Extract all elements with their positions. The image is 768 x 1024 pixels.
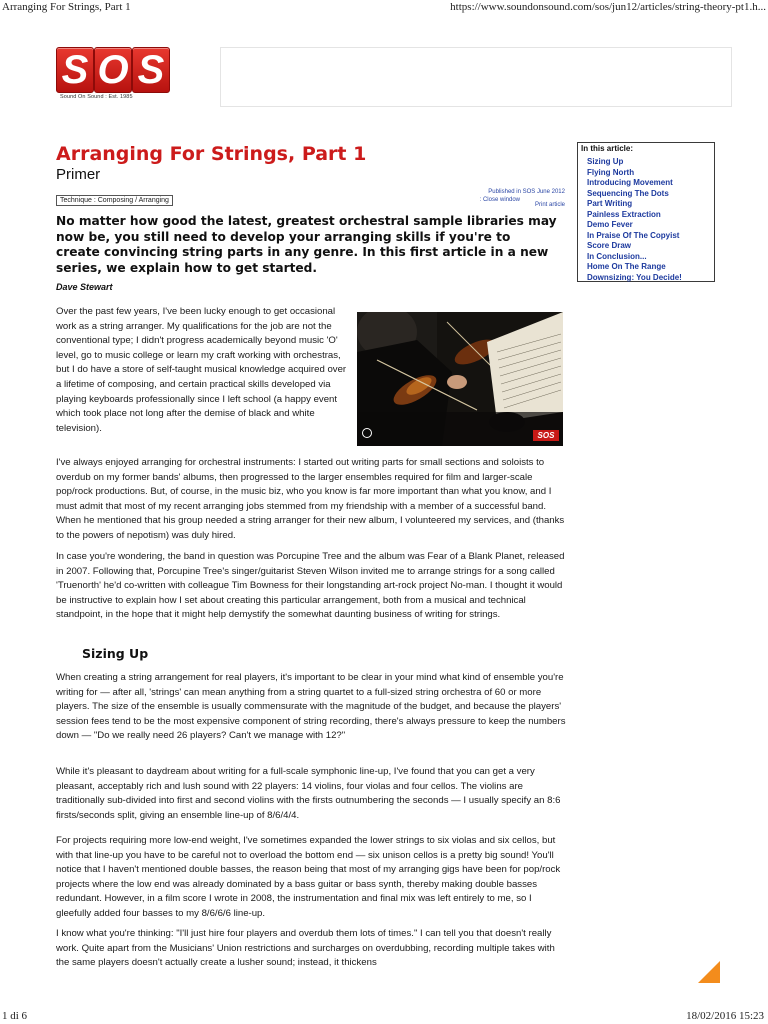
article-standfirst: No matter how good the latest, greatest orchestral sample libraries may now be, you still need to develop your arranging skills if you're to create convincing string parts in any genre. In this first article in a new series, we explain how to get started. [56, 214, 557, 275]
contents-link-score-draw[interactable]: Score Draw [587, 241, 632, 250]
article-photo-violinists[interactable] [357, 312, 563, 446]
article-paragraph: I've always enjoyed arranging for orchestral instruments: I started out writing parts for small sections and soloists to overdub on my former bands' albums, then progressed to the larger ensembles required for film and larger-scale pop/rock productions. But, of course, in the music biz, who you know is far more important than what you know, and I must admit that most of my recent arranging jobs stemmed from my friendship with a member of a successful band. When he mentioned that his group needed a string arranger for their new album, I volunteered my services, and (thanks to the powers of nepotism) was duly hired. [56, 457, 565, 541]
article-paragraph: When creating a string arrangement for real players, it's important to be clear in your mind what kind of ensemble you're writing for — after all, 'strings' can mean anything from a string quartet to a full-sized string orchestra of 60 or more players. The size of the ensemble is usually commensurate with the magnitude of the budget, and because the players' session fees tend to be the most expensive component of string recording, there's always pressure to keep the numbers down — "Do we really need 26 players? Can't we manage with 12?" [56, 672, 566, 742]
contents-link-demo-fever[interactable]: Demo Fever [587, 220, 633, 229]
article-author: Dave Stewart [56, 282, 113, 292]
page-corner-graphic [698, 961, 720, 983]
contents-link-home-on-the-range[interactable]: Home On The Range [587, 262, 666, 271]
logo-tagline: Sound On Sound : Est. 1985 [60, 94, 133, 100]
article-paragraph: I know what you're thinking: "I'll just hire four players and overdub them lots of times." I can tell you that doesn't really work. Quite apart from the Musicians' Union restrictions and surcharges on overdubbing, recording multiple takes with the same players doesn't actually create a lusher sound; instead, it thickens [56, 928, 555, 969]
contents-link-painless-extraction[interactable]: Painless Extraction [587, 209, 661, 219]
published-in-link[interactable]: Published in SOS June 2012 [488, 189, 565, 195]
article-contents-box [577, 142, 715, 282]
logo-letter: O [94, 47, 132, 93]
contents-link-flying-north[interactable]: Flying North [587, 167, 635, 177]
sos-logo[interactable] [56, 47, 170, 93]
contents-link-downsizing[interactable]: Downsizing: You Decide! [587, 272, 682, 282]
contents-link-part-writing[interactable]: Part Writing [587, 199, 633, 208]
article-subtitle: Primer [56, 166, 101, 183]
article-title: Arranging For Strings, Part 1 [56, 143, 367, 165]
print-page-url: https://www.soundonsound.com/sos/jun12/articles/string-theory-pt1.h... [450, 1, 766, 13]
contents-link-introducing-movement[interactable]: Introducing Movement [587, 178, 673, 187]
print-article-link[interactable]: Print article [534, 202, 565, 208]
close-window-link[interactable]: : Close window [479, 197, 520, 203]
contents-link-praise-of-the-copyist[interactable]: In Praise Of The Copyist [587, 230, 680, 240]
violinists-photo-illustration [357, 312, 563, 446]
print-page-number: 1 di 6 [2, 1010, 28, 1022]
section-heading-sizing-up: Sizing Up [82, 646, 149, 661]
banner-ad-placeholder [220, 47, 732, 107]
article-paragraph: For projects requiring more low-end weight, I've sometimes expanded the lower strings to six violas and six cellos, but with that line-up you have to be careful not to overload the bottom end — six unison cellos is a pretty big sound! You'll notice that I haven't mentioned double basses, the reason being that most of my arranging gigs have been for pop/rock projects where the low end was already dominated by a bass guitar or bass synth, thereby making double basses redundant. However, in a film score I wrote in 2008, the instrumentation and final mix was left entirely to me, so I gleefully added four basses to my 8/6/6/6 line-up. [56, 835, 561, 919]
contents-heading: In this article: [581, 144, 634, 153]
article-paragraph: Over the past few years, I've been lucky enough to get occasional work as a string arranger. My qualifications for the job are not the conventional type; I didn't progress academically beyond music 'O' level, go to music college or learn my craft working with orchestras, but I do have a store of self-taught musical knowledge acquired over a lifetime of composing, and certain practical skills developed via playing keyboards professionally since I left school (a happy event which took place not long after the demise of black and white television). [56, 306, 347, 434]
photo-sos-badge: SOS [533, 430, 559, 441]
zoom-icon[interactable] [362, 428, 372, 438]
print-page-title: Arranging For Strings, Part 1 [2, 1, 131, 13]
contents-link-in-conclusion[interactable]: In Conclusion... [587, 251, 647, 261]
contents-link-sizing-up[interactable]: Sizing Up [587, 157, 624, 166]
contents-list [587, 157, 682, 283]
logo-letter: S [56, 47, 94, 93]
article-category-tags[interactable]: Technique : Composing / Arranging [56, 195, 173, 206]
print-date: 18/02/2016 15:23 [686, 1010, 764, 1022]
contents-link-sequencing-the-dots[interactable]: Sequencing The Dots [587, 188, 669, 198]
logo-letter: S [132, 47, 170, 93]
article-paragraph: In case you're wondering, the band in question was Porcupine Tree and the album was Fear of a Blank Planet, released in 2007. Following that, Porcupine Tree's singer/guitarist Steven Wilson invited me to arrange strings for a song called 'Truenorth' he'd co-written with colleague Tim Bowness for their longstanding art-rock project No-man. I thought it would be instructive to explain how I set about creating this particular arrangement, both from a musical and technical standpoint, in the hope that it might help demystify the somewhat daunting business of writing for strings. [56, 551, 565, 621]
article-paragraph: While it's pleasant to daydream about writing for a full-scale symphonic line-up, I've found that you can get a very pleasant, acceptably rich and lush sound with 22 players: 14 violins, four violas and four cellos. The violins are traditionally sub-divided into first and second violins with the firsts outnumbering the seconds — I usually specify an 8:6 firsts/seconds split, giving an ensemble line-up of 8/6/4/4. [56, 766, 561, 821]
